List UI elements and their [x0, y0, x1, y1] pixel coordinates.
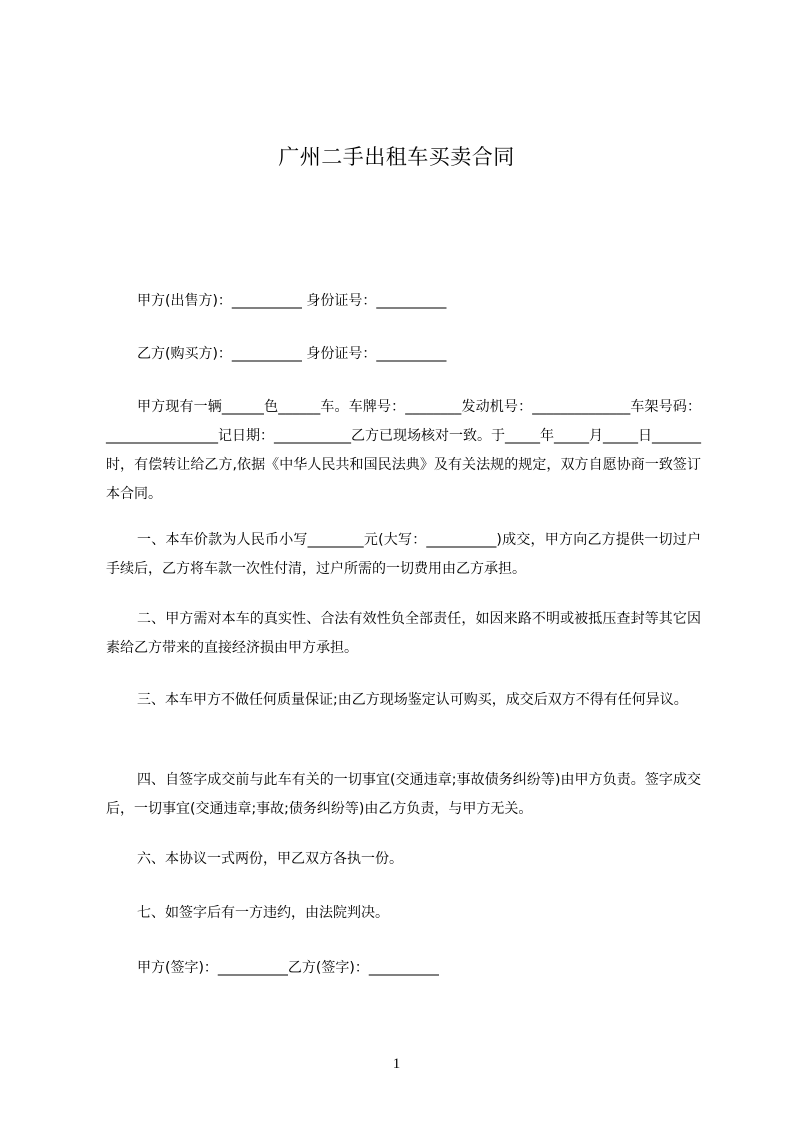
clause-1-paragraph: 一、本车价款为人民币小写________元(大写：__________)成交，甲方向乙方提供一切过户手续后，乙方将车款一次性付清，过户所需的一切费用由乙方承担。	[106, 532, 701, 577]
clause-2-paragraph: 二、甲方需对本车的真实性、合法有效性负全部责任，如因来路不明或被抵压查封等其它因素给乙方带来的直接经济损由甲方承担。	[106, 611, 701, 656]
intro-paragraph: 甲方现有一辆______色______车。车牌号：________发动机号：______________车架号码：________________记日期：___________乙方已现场核对一致。于_____年_____月_____日_______时，有偿转让给乙方,依据《中华人民共和国民法典》及有关法规的规定，双方自愿协商一致签订本合同。	[106, 399, 701, 502]
clause-6-paragraph: 六、本协议一式两份，甲乙双方各执一份。	[137, 851, 403, 867]
document-title: 广州二手出租车买卖合同	[278, 145, 515, 169]
party-a-line: 甲方(出售方)：__________ 身份证号：__________	[137, 293, 447, 309]
party-b-line: 乙方(购买方)：__________ 身份证号：__________	[137, 346, 447, 362]
clause-3-paragraph: 三、本车甲方不做任何质量保证;由乙方现场鉴定认可购买，成交后双方不得有任何异议。	[137, 692, 688, 708]
clause-4-paragraph: 四、自签字成交前与此车有关的一切事宜(交通违章;事故债务纠纷等)由甲方负责。签字成交后，一切事宜(交通违章;事故;债务纠纷等)由乙方负责，与甲方无关。	[106, 772, 701, 817]
clause-7-paragraph: 七、如签字后有一方违约，由法院判决。	[137, 905, 389, 921]
signature-line: 甲方(签字)：__________乙方(签字)：__________	[137, 960, 439, 976]
page-number: 1	[392, 1056, 401, 1072]
